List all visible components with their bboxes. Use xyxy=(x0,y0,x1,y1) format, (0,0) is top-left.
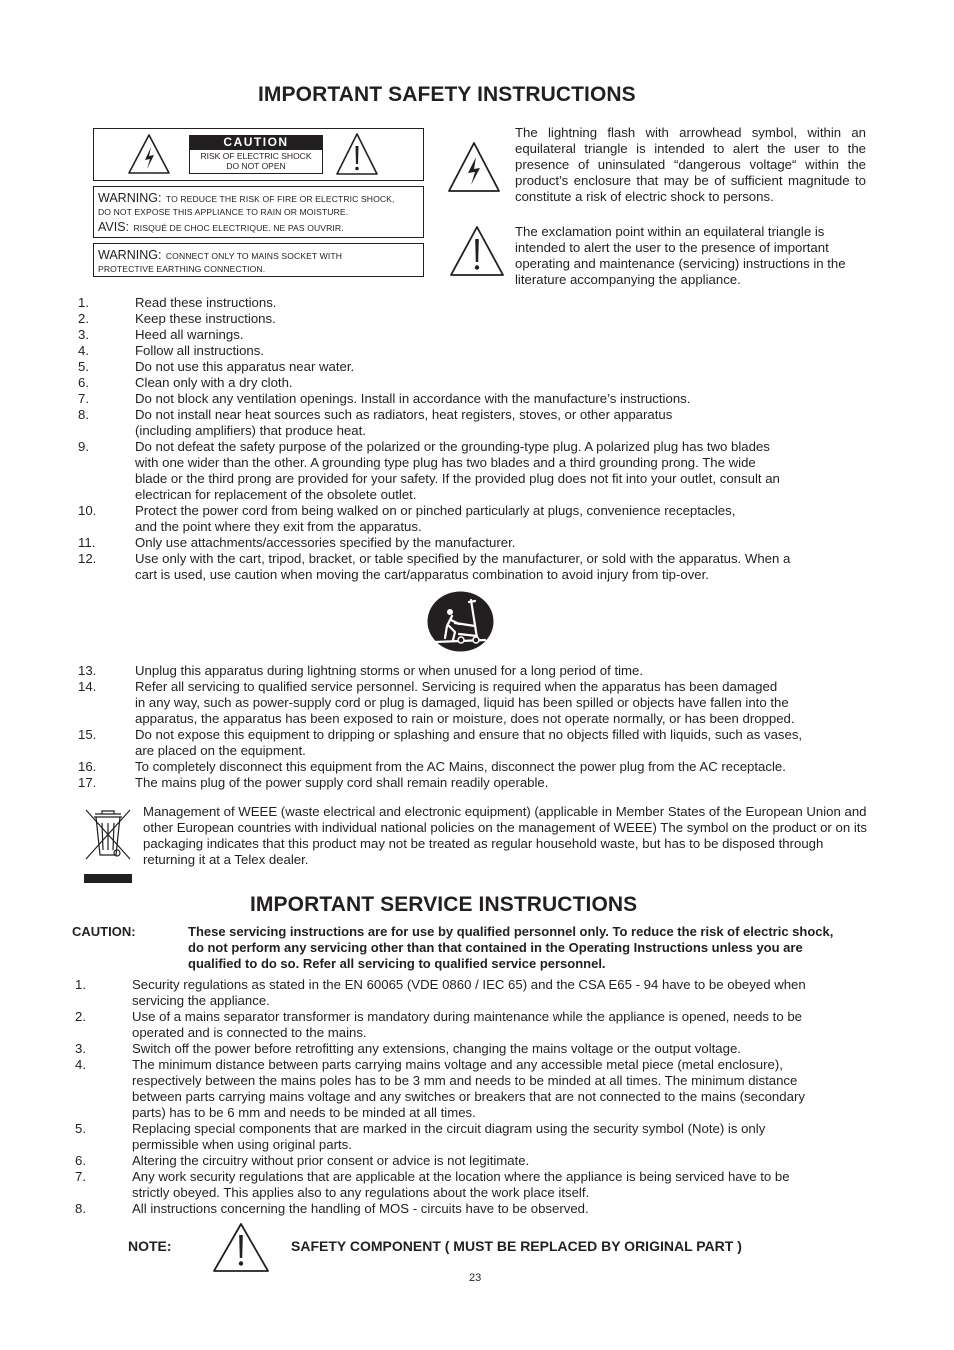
list-item-number: 4. xyxy=(75,1057,86,1072)
caution-heading: CAUTION xyxy=(189,135,323,150)
list-item xyxy=(78,535,878,551)
list-item-text: Heed all warnings. xyxy=(135,327,244,342)
safety-title: IMPORTANT SAFETY INSTRUCTIONS xyxy=(258,83,636,106)
list-item-number: 15. xyxy=(78,727,97,742)
list-item-text: Unplug this apparatus during lightning storms or when unused for a long period of time. xyxy=(135,663,644,678)
list-item-number: 1. xyxy=(75,977,86,992)
list-item-text: Clean only with a dry cloth. xyxy=(135,375,293,390)
list-item-number: 4. xyxy=(78,343,89,358)
list-item-text: Use of a mains separator transformer is mandatory during maintenance while the appliance is opened, needs to be operated and is connected to the mains. xyxy=(132,1009,803,1040)
list-item xyxy=(78,343,878,359)
list-item-text: Do not block any ventilation openings. Install in accordance with the manufacture’s instructions. xyxy=(135,391,691,406)
caution-line-2: DO NOT OPEN xyxy=(226,161,286,171)
list-item-text: Refer all servicing to qualified service personnel. Servicing is required when the apparatus has been damaged in any way, such as power-supply cord or plug is damaged, liquid has been spilled or objects have fallen into the apparatus, the apparatus has been exposed to rain or moisture, does not operate normally, or has been dropped. xyxy=(135,679,795,726)
list-item-number: 3. xyxy=(78,327,89,342)
list-item-text: Switch off the power before retrofitting any extensions, changing the mains voltage or the output voltage. xyxy=(132,1041,741,1056)
list-item-text: Do not use this apparatus near water. xyxy=(135,359,355,374)
list-item xyxy=(78,503,878,535)
list-item-number: 13. xyxy=(78,663,97,678)
warning-box-earthing xyxy=(93,243,424,277)
warning-earthing-text-2: PROTECTIVE EARTHING CONNECTION. xyxy=(98,264,266,274)
list-item-number: 17. xyxy=(78,775,97,790)
avis-label: AVIS: xyxy=(98,220,130,234)
list-item xyxy=(75,1153,880,1169)
list-item-text: Security regulations as stated in the EN 60065 (VDE 0860 / IEC 65) and the CSA E65 - 94 have to be obeyed when servicing the appliance. xyxy=(132,977,806,1008)
service-title: IMPORTANT SERVICE INSTRUCTIONS xyxy=(250,893,638,916)
list-item xyxy=(75,1169,880,1201)
list-item-text: Follow all instructions. xyxy=(135,343,264,358)
list-item-number: 11. xyxy=(78,535,96,550)
list-item-number: 12. xyxy=(78,551,97,566)
list-item-number: 8. xyxy=(75,1201,86,1216)
list-item-number: 2. xyxy=(75,1009,86,1024)
list-item xyxy=(78,407,878,439)
list-item-number: 9. xyxy=(78,439,89,454)
list-item-text: Keep these instructions. xyxy=(135,311,276,326)
exclamation-symbol-text: The exclamation point within an equilateral triangle is intended to alert the user to the presence of important operating and maintenance (servicing) instructions in the literature accompanying the appliance. xyxy=(515,224,846,287)
caution-line-1: RISK OF ELECTRIC SHOCK xyxy=(200,151,312,161)
list-item xyxy=(78,295,878,311)
crossed-bin-icon xyxy=(82,806,134,886)
caution-label-box xyxy=(93,128,424,181)
lightning-triangle-icon xyxy=(127,133,171,175)
list-item xyxy=(78,775,878,791)
safety-instructions-list-continued xyxy=(78,663,878,791)
list-item-number: 10. xyxy=(78,503,97,518)
service-caution-label: CAUTION: xyxy=(72,924,136,939)
list-item-number: 16. xyxy=(78,759,97,774)
list-item-text: The minimum distance between parts carrying mains voltage and any accessible metal piece (metal enclosure), respectively between the mains poles has to be 3 mm and needs to be minded at all times. The minimum distance between parts carrying mains voltage and any switches or breakers that are not connected to the mains (secondary parts) has to be 6 mm and needs to be minded at all times. xyxy=(132,1057,805,1120)
list-item xyxy=(78,551,878,583)
list-item xyxy=(75,977,880,1009)
list-item xyxy=(78,439,878,503)
list-item xyxy=(75,1201,880,1217)
list-item-number: 7. xyxy=(75,1169,86,1184)
list-item-text: Do not expose this equipment to dripping or splashing and ensure that no objects filled with liquids, such as vases, are placed on the equipment. xyxy=(135,727,803,758)
list-item-number: 6. xyxy=(78,375,89,390)
exclamation-triangle-icon xyxy=(448,224,506,278)
list-item xyxy=(78,311,878,327)
weee-text: Management of WEEE (waste electrical and electronic equipment) (applicable in Member States of the European Union and other European countries with individual national policies on the management of WEEE) The symbol on the product or on its packaging indicates that this product may not be treated as regular household waste, but has to be disposed through returning it at a Telex dealer. xyxy=(143,804,868,867)
cart-tipover-icon xyxy=(425,590,496,653)
list-item-text: Protect the power cord from being walked on or pinched particularly at plugs, convenience receptacles, and the point where they exit from the apparatus. xyxy=(135,503,736,534)
note-text: SAFETY COMPONENT ( MUST BE REPLACED BY ORIGINAL PART ) xyxy=(291,1238,742,1254)
safety-instructions-list xyxy=(78,295,878,583)
warning-box-fire xyxy=(93,186,424,238)
list-item-text: Altering the circuitry without prior consent or advice is not legitimate. xyxy=(132,1153,530,1168)
warning-text-1: TO REDUCE THE RISK OF FIRE OR ELECTRIC SHOCK, xyxy=(165,194,395,204)
list-item xyxy=(78,375,878,391)
list-item-text: Read these instructions. xyxy=(135,295,277,310)
exclamation-triangle-icon xyxy=(334,131,380,177)
list-item-text: Only use attachments/accessories specified by the manufacturer. xyxy=(135,535,516,550)
exclamation-triangle-icon xyxy=(211,1222,271,1274)
list-item xyxy=(75,1041,880,1057)
list-item-text: All instructions concerning the handling of MOS - circuits have to be observed. xyxy=(132,1201,589,1216)
list-item xyxy=(78,679,878,727)
list-item-text: The mains plug of the power supply cord shall remain readily operable. xyxy=(135,775,549,790)
list-item-number: 7. xyxy=(78,391,89,406)
note-label: NOTE: xyxy=(128,1238,172,1254)
list-item xyxy=(78,727,878,759)
list-item-number: 1. xyxy=(78,295,89,310)
warning-label: WARNING: xyxy=(98,191,162,205)
list-item xyxy=(78,327,878,343)
list-item-text: Use only with the cart, tripod, bracket, or table specified by the manufacturer, or sold with the apparatus. When a cart is used, use caution when moving the cart/apparatus combination to avoid injury from tip-over. xyxy=(135,551,791,582)
list-item-text: Do not defeat the safety purpose of the polarized or the grounding-type plug. A polarized plug has two blades with one wider than the other. A grounding type plug has two blades and a third grounding prong. The wide blade or the third prong are provided for your safety. If the provided plug does not fit into your outlet, consult an electrican for replacement of the obsolete outlet. xyxy=(135,439,780,502)
list-item-text: Any work security regulations that are applicable at the location where the appliance is being serviced have to be strictly obeyed. This applies also to any regulations about the work place itself. xyxy=(132,1169,790,1200)
list-item xyxy=(78,663,878,679)
list-item xyxy=(75,1009,880,1041)
list-item xyxy=(78,759,878,775)
list-item-number: 5. xyxy=(78,359,89,374)
list-item xyxy=(75,1057,880,1121)
avis-text: RISQUÉ DE CHOC ELECTRIQUE. NE PAS OUVRIR. xyxy=(133,223,344,233)
list-item-text: To completely disconnect this equipment from the AC Mains, disconnect the power plug from the AC receptacle. xyxy=(135,759,786,774)
list-item-number: 5. xyxy=(75,1121,86,1136)
list-item xyxy=(78,391,878,407)
list-item-number: 6. xyxy=(75,1153,86,1168)
warning-earthing-text-1: CONNECT ONLY TO MAINS SOCKET WITH xyxy=(165,251,343,261)
page-number: 23 xyxy=(469,1272,482,1284)
list-item-number: 8. xyxy=(78,407,89,422)
service-caution-text: These servicing instructions are for use by qualified personnel only. To reduce the risk of electric shock, do not perform any servicing other than that contained in the Operating Instructions unless you are qualified to do so. Refer all servicing to qualified service personnel. xyxy=(188,924,834,971)
list-item-text: Replacing special components that are marked in the circuit diagram using the security symbol (Note) is only permissible when using original parts. xyxy=(132,1121,766,1152)
list-item-number: 2. xyxy=(78,311,89,326)
warning-label: WARNING: xyxy=(98,248,162,262)
lightning-symbol-text: The lightning flash with arrowhead symbol, within an equilateral triangle is intended to alert the user to the presence of uninsulated “dangerous voltage“ within the product’s enclosure that may be of sufficient magnitude to constitute a risk of electric shock to persons. xyxy=(515,125,866,204)
list-item xyxy=(75,1121,880,1153)
list-item-number: 14. xyxy=(78,679,97,694)
list-item-text: Do not install near heat sources such as radiators, heat registers, stoves, or other apparatus (including amplifiers) that produce heat. xyxy=(135,407,673,438)
warning-text-2: DO NOT EXPOSE THIS APPLIANCE TO RAIN OR MOISTURE. xyxy=(98,207,349,217)
list-item xyxy=(78,359,878,375)
lightning-triangle-icon xyxy=(446,140,502,194)
list-item-number: 3. xyxy=(75,1041,86,1056)
service-instructions-list xyxy=(75,977,880,1217)
